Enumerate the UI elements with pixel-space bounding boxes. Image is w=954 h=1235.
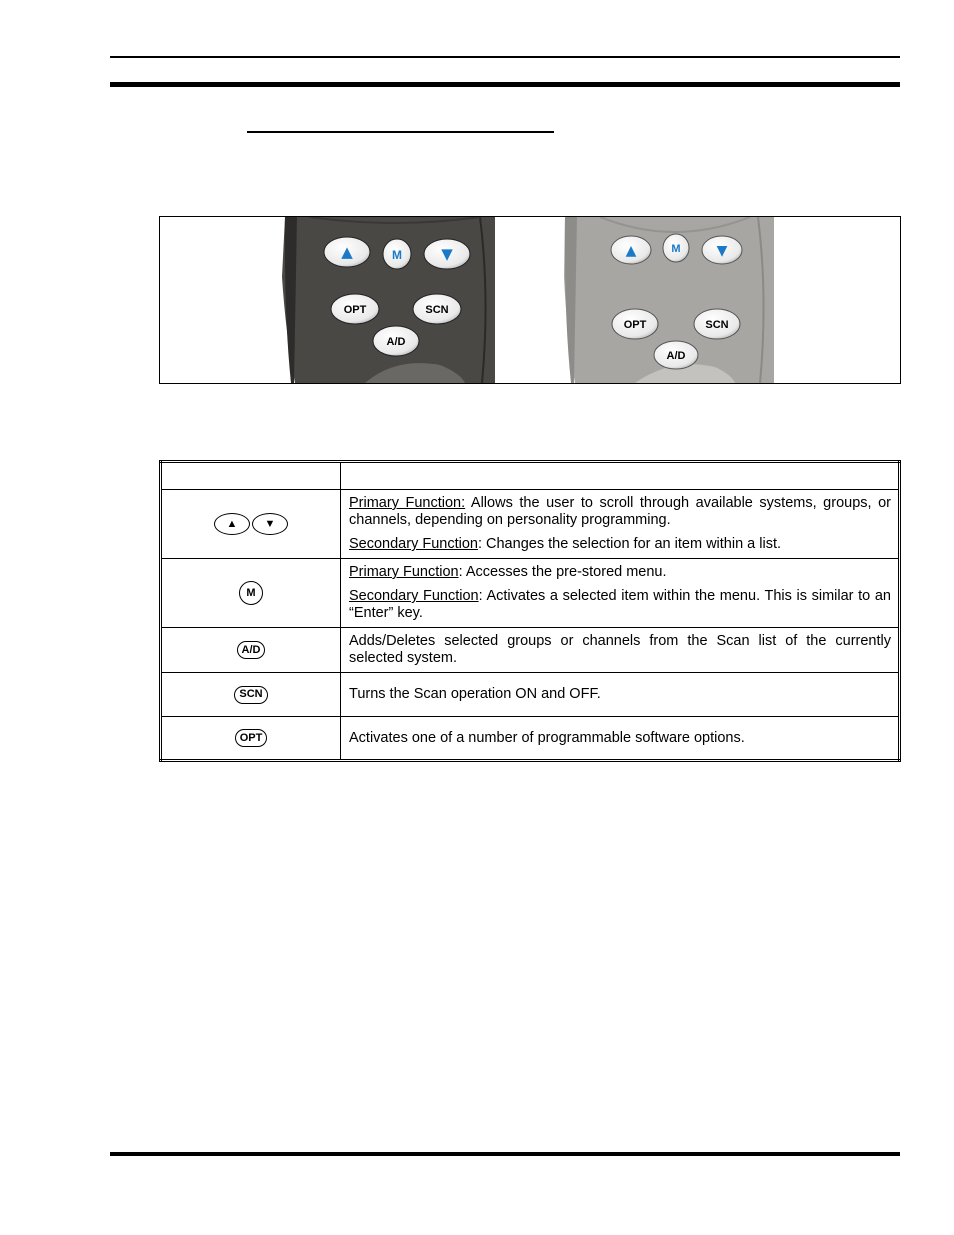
description-paragraph xyxy=(349,633,891,667)
function-text: Activates one of a number of programmable software options. xyxy=(349,729,745,746)
right-ad-button[interactable] xyxy=(654,341,698,369)
left-menu-label: M xyxy=(392,248,402,262)
left-opt-label: OPT xyxy=(343,304,367,316)
menu-key-icon: M xyxy=(239,581,263,605)
right-up-arrow-icon: ▲ xyxy=(625,243,637,259)
function-text: Turns the Scan operation ON and OFF. xyxy=(349,686,601,702)
left-down-arrow-icon: ▼ xyxy=(441,245,453,263)
left-opt-button[interactable] xyxy=(331,294,379,324)
left-up-arrow-icon: ▲ xyxy=(341,243,353,261)
left-radio xyxy=(282,217,495,383)
description-paragraph xyxy=(349,536,891,553)
ad-key-icon: A/D xyxy=(237,641,266,659)
left-ad-button[interactable] xyxy=(373,326,419,356)
scn-key-icon: SCN xyxy=(234,686,267,704)
right-scn-label: SCN xyxy=(705,319,729,331)
function-label: Primary Function: xyxy=(349,495,466,511)
function-text: : Activates a selected item within the menu. This is similar to an “Enter” key. xyxy=(349,588,891,621)
function-text: : Changes the selection for an item within a list. xyxy=(477,536,782,552)
function-text: Adds/Deletes selected groups or channels from the Scan list of the currently selected system. xyxy=(349,633,891,666)
opt-key-icon: OPT xyxy=(235,729,268,747)
section-heading-underline xyxy=(247,131,554,133)
table-row xyxy=(161,490,900,559)
function-description xyxy=(341,717,900,761)
description-paragraph xyxy=(349,588,891,622)
right-ad-label: A/D xyxy=(666,350,686,362)
function-description xyxy=(341,559,900,628)
left-scn-button[interactable] xyxy=(413,294,461,324)
function-label: Primary Function xyxy=(349,564,459,580)
key-cell xyxy=(161,628,341,673)
right-opt-button[interactable] xyxy=(612,309,658,339)
footer-rule xyxy=(110,1152,900,1156)
keypad-figure xyxy=(159,216,901,384)
table-row xyxy=(161,559,900,628)
right-radio xyxy=(564,217,774,383)
description-paragraph xyxy=(349,495,891,529)
header-key xyxy=(161,462,341,490)
left-up-button[interactable] xyxy=(324,237,370,267)
key-cell xyxy=(161,673,341,717)
description-paragraph xyxy=(349,686,891,703)
left-menu-button[interactable] xyxy=(383,239,411,269)
function-description xyxy=(341,673,900,717)
function-text: Allows the user to scroll through available systems, groups, or channels, depending on personality programming. xyxy=(349,495,891,528)
function-label: Secondary Function xyxy=(349,536,478,552)
header-rule-thin xyxy=(110,56,900,58)
description-paragraph xyxy=(349,564,891,581)
right-down-arrow-icon: ▼ xyxy=(716,243,728,259)
down-arrow-key-icon: ▼ xyxy=(252,513,288,535)
key-cell xyxy=(161,717,341,761)
table-row xyxy=(161,717,900,761)
left-ad-label: A/D xyxy=(386,336,406,348)
right-menu-button[interactable] xyxy=(663,234,689,262)
table-body xyxy=(161,490,900,761)
key-cell xyxy=(161,490,341,559)
function-description xyxy=(341,628,900,673)
function-text: : Accesses the pre-stored menu. xyxy=(458,564,667,580)
right-menu-label: M xyxy=(671,243,681,255)
right-scn-button[interactable] xyxy=(694,309,740,339)
table-header-row xyxy=(161,462,900,490)
description-paragraph xyxy=(349,730,891,747)
table-row xyxy=(161,673,900,717)
function-label: Secondary Function xyxy=(349,588,479,604)
function-description xyxy=(341,490,900,559)
right-opt-label: OPT xyxy=(623,319,647,331)
right-up-button[interactable] xyxy=(611,236,651,264)
key-cell xyxy=(161,559,341,628)
keypad-illustration xyxy=(160,217,900,383)
up-arrow-key-icon: ▲ xyxy=(214,513,250,535)
left-down-button[interactable] xyxy=(424,239,470,269)
right-down-button[interactable] xyxy=(702,236,742,264)
keypad-functions-table xyxy=(159,460,901,762)
table-row xyxy=(161,628,900,673)
left-scn-label: SCN xyxy=(425,304,449,316)
header-function xyxy=(341,462,900,490)
header-rule-thick xyxy=(110,82,900,87)
